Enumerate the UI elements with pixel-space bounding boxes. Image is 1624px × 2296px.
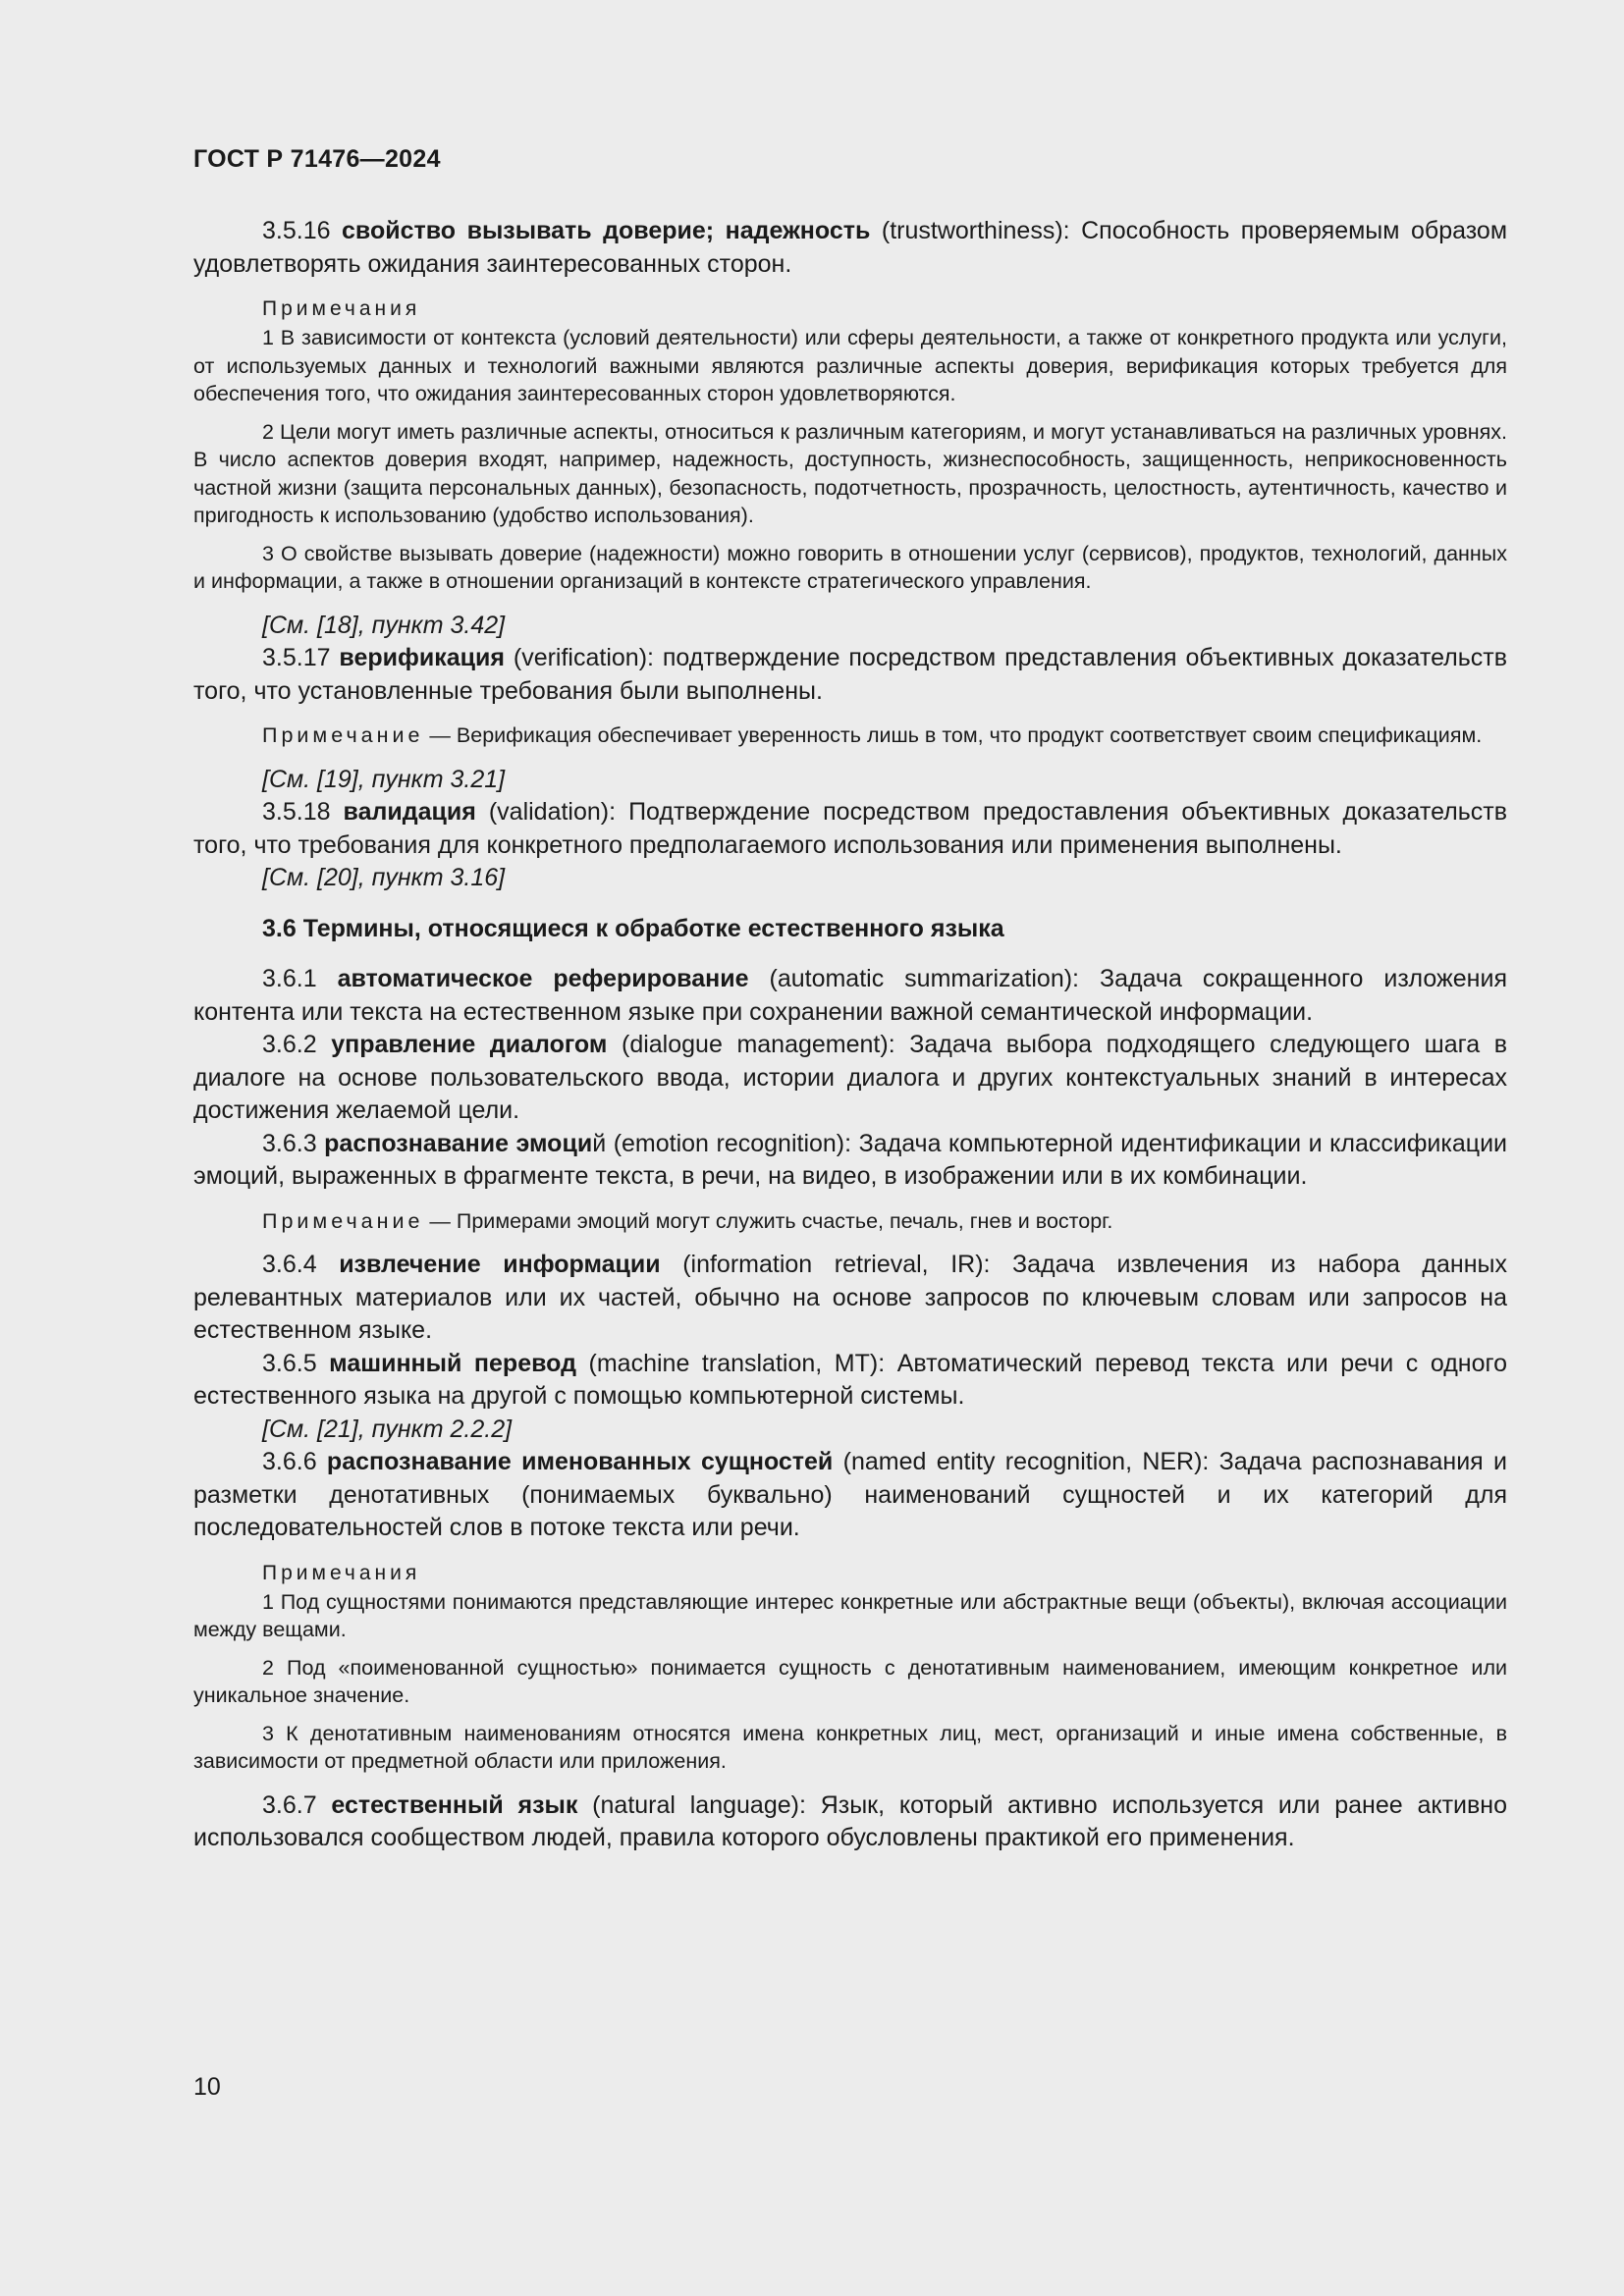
source-reference: [См. [19], пункт 3.21] [262, 765, 506, 793]
note: 2 Под «поименованной сущностью» понимается сущность с денотативным наименованием, имеющим конкретное или уникальное значение. [193, 1655, 1507, 1707]
term-definition: (trustworthiness): Способность проверяемым образом удовлетворять ожидания заинтересованных сторон. [193, 217, 1508, 278]
term-number: 3.5.18 [262, 798, 344, 826]
note: 3 О свойстве вызывать доверие (надежности) можно говорить в отношении услуг (сервисов), продуктов, технологий, данных и информации, а также в отношении организаций в контексте стратегического управления. [193, 541, 1507, 593]
term-definition: (verification): подтверждение посредством представления объективных доказательств того, что установленные требования были выполнены. [193, 644, 1507, 705]
term-3-5-18 [193, 796, 1507, 862]
note: 1 Под сущностями понимаются представляющие интерес конкретные или абстрактные вещи (объекты), включая ассоциации между вещами. [193, 1589, 1507, 1641]
document-page [193, 145, 1507, 1855]
term-number: 3.6.6 [262, 1448, 327, 1475]
term-3-6-7 [193, 1789, 1507, 1855]
source-reference: [См. [20], пункт 3.16] [262, 864, 506, 891]
term-number: 3.5.16 [262, 217, 343, 244]
term-3-6-6 [193, 1446, 1507, 1545]
term-number: 3.6.1 [262, 965, 338, 992]
term-number: 3.5.17 [262, 644, 340, 671]
term-number: 3.6.2 [262, 1031, 332, 1058]
term-definition: (automatic summarization): Задача сокращенного изложения контента или текста на естественном языке при сохранении важной семантической информации. [193, 965, 1507, 1026]
term-3-6-5 [193, 1348, 1507, 1414]
term-definition: (named entity recognition, NER): Задача распознавания и разметки денотативных (понимаемых буквально) наименований сущностей и их категорий для последовательностей слов в потоке текста или речи. [193, 1448, 1507, 1541]
page-number: 10 [193, 2073, 221, 2101]
term-definition: й (emotion recognition): Задача компьютерной идентификации и классификации эмоций, выраженных в фрагменте текста, в речи, на видео, в изображении или в их комбинации. [193, 1129, 1507, 1190]
term-number: 3.6.5 [262, 1349, 330, 1377]
term-name: свойство вызывать доверие; надежность [342, 217, 871, 244]
term-3-6-3 [193, 1128, 1507, 1194]
term-3-5-17 [193, 642, 1507, 708]
note-label: Примечание [262, 723, 424, 747]
document-header: ГОСТ Р 71476—2024 [193, 145, 441, 173]
term-definition: (dialogue management): Задача выбора подходящего следующего шага в диалоге на основе пользовательского ввода, истории диалога и других контекстуальных знаний в интересах достижения желаемой цели. [193, 1031, 1507, 1124]
term-name: распознавание эмоци [324, 1129, 593, 1157]
note [193, 721, 1507, 750]
note-text: — Верификация обеспечивает уверенность лишь в том, что продукт соответствует своим спецификациям. [423, 723, 1483, 747]
note: 3 К денотативным наименованиям относятся имена конкретных лиц, мест, организаций и иные имена собственные, в зависимости от предметной области или приложения. [193, 1721, 1507, 1773]
term-number: 3.6.7 [262, 1790, 332, 1819]
term-definition: (natural language): Язык, который активно используется или ранее активно использовался сообществом людей, правила которого обусловлены практикой его применения. [193, 1790, 1507, 1851]
term-definition: (validation): Подтверждение посредством предоставления объективных доказательств того, что требования для конкретного предполагаемого использования или применения выполнены. [193, 798, 1507, 859]
term-3-5-16 [193, 215, 1507, 281]
notes-heading: Примечания [262, 1561, 421, 1584]
term-name: верификация [339, 644, 505, 671]
term-name: распознавание именованных сущностей [326, 1448, 834, 1475]
note-text: — Примерами эмоций могут служить счастье, печаль, гнев и восторг. [423, 1208, 1113, 1233]
term-3-6-2 [193, 1029, 1507, 1128]
section-heading: 3.6 Термины, относящиеся к обработке естественного языка [262, 914, 1004, 942]
source-reference: [См. [18], пункт 3.42] [262, 611, 506, 639]
term-name: управление диалогом [331, 1031, 608, 1058]
note: 2 Цели могут иметь различные аспекты, относиться к различным категориям, и могут устанавливаться на различных уровнях. В число аспектов доверия входят, например, надежность, доступность, жизнеспособность, защищенность, неприкосновенность частной жизни (защита персональных данных), безопасность, подотчетность, прозрачность, целостность, аутентичность, качество и пригодность к использованию (удобство использования). [193, 419, 1507, 527]
term-name: машинный перевод [329, 1349, 576, 1377]
term-name: валидация [343, 798, 476, 826]
term-definition: (information retrieval, IR): Задача извлечения из набора данных релевантных материалов или их частей, обычно на основе запросов по ключевым словам или запросов на естественном языке. [193, 1251, 1507, 1344]
notes-heading: Примечания [262, 297, 421, 320]
note-label: Примечание [262, 1208, 424, 1233]
term-name: естественный язык [331, 1790, 578, 1819]
source-reference: [См. [21], пункт 2.2.2] [262, 1415, 513, 1443]
term-name: автоматическое реферирование [337, 965, 749, 992]
note [193, 1207, 1507, 1236]
term-3-6-4 [193, 1249, 1507, 1348]
note: 1 В зависимости от контекста (условий деятельности) или сферы деятельности, а также от конкретного продукта или услуги, от используемых данных и технологий важными являются различные аспекты доверия, верификация которых требуется для обеспечения того, что ожидания заинтересованных сторон удовлетворяются. [193, 326, 1507, 405]
term-3-6-1 [193, 963, 1507, 1029]
term-number: 3.6.4 [262, 1251, 340, 1278]
term-name: извлечение информации [339, 1251, 661, 1278]
term-definition: (machine translation, MT): Автоматический перевод текста или речи с одного естественного языка на другой с помощью компьютерной системы. [193, 1349, 1507, 1410]
term-number: 3.6.3 [262, 1129, 325, 1157]
